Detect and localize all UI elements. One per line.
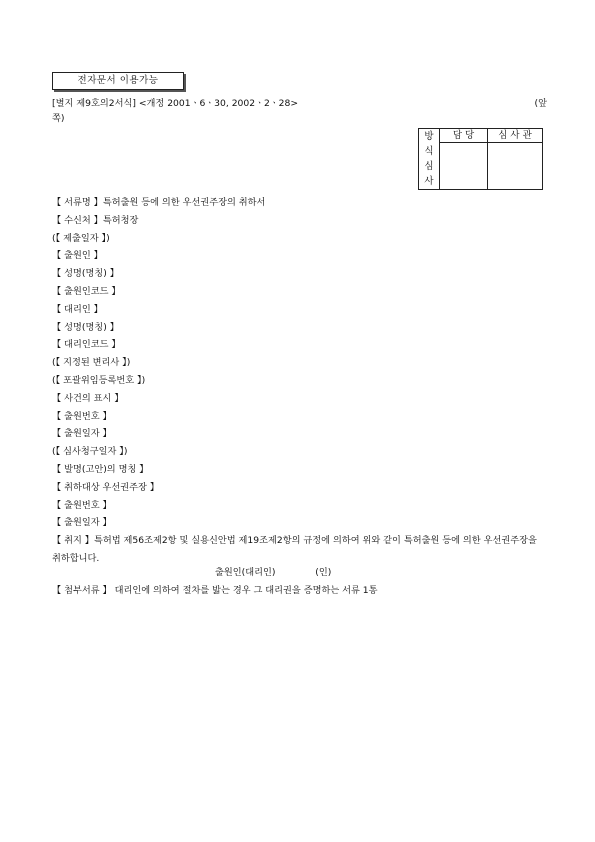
approval-clerk-box (440, 143, 488, 190)
form-header (52, 96, 547, 126)
field-applicant-name: 【 성명(명칭) 】 (52, 268, 119, 280)
field-applicant: 【 출원인 】 (52, 250, 103, 262)
approval-col-examiner: 심 사 관 (488, 129, 543, 143)
approval-label-char: 식 (424, 146, 434, 157)
page-side-marker-cont: 쪽) (52, 113, 65, 124)
field-priority-application-number: 【 출원번호 】 (52, 499, 112, 511)
field-recipient: 【 수신처 】특허청장 (52, 214, 139, 226)
field-application-date: 【 출원일자 】 (52, 428, 112, 440)
form-reference: [별지 제9호의2서식] <개정 2001ㆍ6ㆍ30, 2002ㆍ2ㆍ28> (52, 98, 299, 109)
signature-line (215, 564, 331, 578)
field-withdrawn-priority-claim: 【 취하대상 우선권주장 】 (52, 481, 160, 493)
form-body (52, 194, 552, 568)
approval-examiner-box (488, 143, 543, 190)
field-agent-code: 【 대리인코드 】 (52, 339, 121, 351)
approval-label-char: 방 (424, 131, 434, 142)
field-priority-application-date: 【 출원일자 】 (52, 517, 112, 529)
page-side-marker: (앞 (534, 98, 547, 109)
field-purpose-statement: 【 취지 】특허법 제56조제2항 및 실용신안법 제19조제2항의 규정에 의하여 위와 같이 특허출원 등에 의한 우선권주장을 취하합니다. (52, 535, 537, 564)
electronic-document-badge: 전자문서 이용가능 (52, 72, 184, 90)
field-invention-title: 【 발명(고안)의 명칭 】 (52, 463, 149, 475)
signature-label: 출원인(대리인) (215, 567, 276, 578)
approval-stamp-table (418, 128, 543, 190)
field-agent: 【 대리인 】 (52, 303, 103, 315)
field-general-power-number: (【 포괄위임등록번호 】) (52, 374, 146, 386)
field-designated-attorney: (【 지정된 변리사 】) (52, 357, 131, 369)
approval-col-clerk: 담 당 (440, 129, 488, 143)
approval-label (419, 129, 440, 190)
approval-label-char: 심 (424, 161, 434, 172)
field-application-number: 【 출원번호 】 (52, 410, 112, 422)
approval-label-char: 사 (424, 176, 434, 187)
field-applicant-code: 【 출원인코드 】 (52, 285, 121, 297)
field-submission-date: (【 제출일자 】) (52, 232, 110, 244)
seal-mark: (인) (315, 567, 332, 578)
field-agent-name: 【 성명(명칭) 】 (52, 321, 119, 333)
field-examination-request-date: (【 심사청구일자 】) (52, 446, 128, 458)
field-document-name: 【 서류명 】특허출원 등에 의한 우선권주장의 취하서 (52, 197, 266, 208)
field-attachments: 【 첨부서류 】 대리인에 의하여 절차를 밟는 경우 그 대리권을 증명하는 서류 1통 (52, 585, 378, 596)
field-case-indication: 【 사건의 표시 】 (52, 392, 124, 404)
